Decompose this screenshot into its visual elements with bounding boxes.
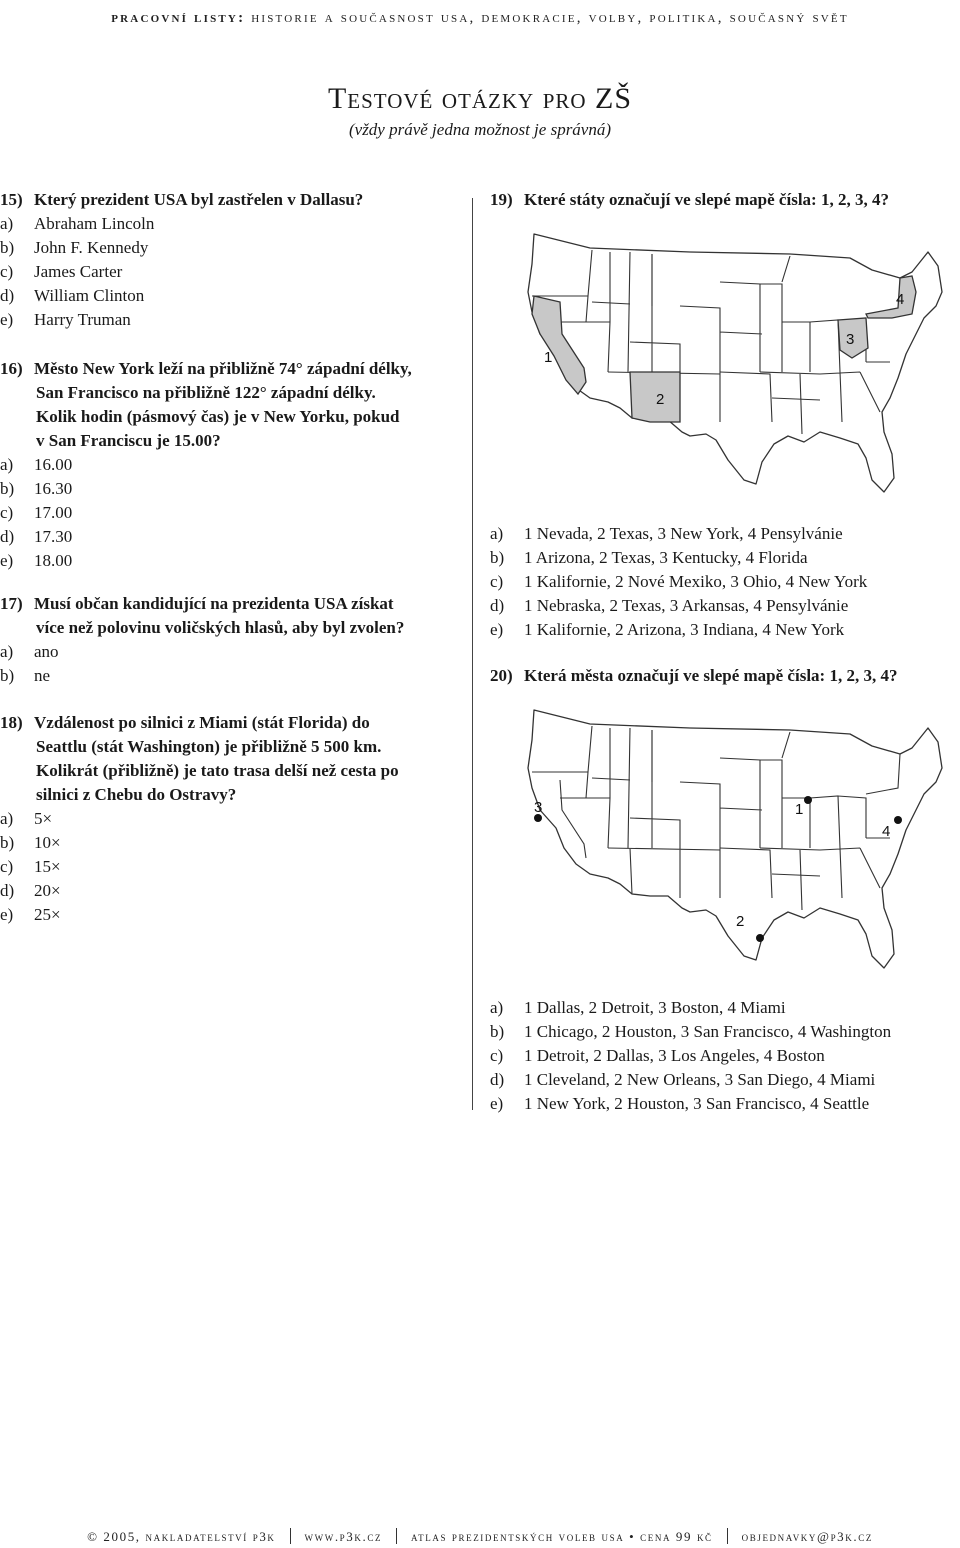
city-4-dot bbox=[894, 816, 902, 824]
question-line: Která města označují ve slepé mapě čísla: 1, 2, 3, 4? bbox=[524, 666, 898, 685]
option-text: 16.00 bbox=[34, 455, 73, 474]
answer-option[interactable] bbox=[0, 260, 466, 284]
answer-option[interactable] bbox=[0, 501, 466, 525]
question-19-options bbox=[490, 522, 950, 642]
option-label: b) bbox=[0, 833, 15, 852]
answer-option[interactable] bbox=[490, 522, 950, 546]
answer-option[interactable] bbox=[490, 570, 950, 594]
question-line: Který prezident USA byl zastřelen v Dallasu? bbox=[34, 190, 364, 209]
answer-option[interactable] bbox=[0, 477, 466, 501]
header-topics: historie a současnost usa, demokracie, volby, politika, současný svět bbox=[251, 10, 849, 26]
footer-copyright: © 2005, nakladatelství p3k bbox=[87, 1529, 276, 1544]
footer-atlas: atlas prezidentských voleb usa • cena 99 kč bbox=[411, 1529, 713, 1544]
answer-option[interactable] bbox=[0, 855, 466, 879]
option-label: d) bbox=[490, 1070, 505, 1089]
page-title: Testové otázky pro ZŠ bbox=[327, 82, 633, 115]
footer-separator bbox=[727, 1528, 728, 1544]
option-label: a) bbox=[0, 642, 14, 661]
option-text: 1 Dallas, 2 Detroit, 3 Boston, 4 Miami bbox=[524, 998, 786, 1017]
option-text: William Clinton bbox=[34, 286, 145, 305]
option-label: c) bbox=[490, 1046, 504, 1065]
question-number: 18) bbox=[0, 713, 23, 732]
series-label: pracovní listy: bbox=[111, 10, 246, 26]
answer-option[interactable] bbox=[490, 1020, 950, 1044]
answer-option[interactable] bbox=[490, 594, 950, 618]
answer-option[interactable] bbox=[490, 1044, 950, 1068]
footer-separator bbox=[396, 1528, 397, 1544]
question-20-options bbox=[490, 996, 950, 1116]
running-head bbox=[0, 10, 960, 27]
question-line: Které státy označují ve slepé mapě čísla: 1, 2, 3, 4? bbox=[524, 190, 889, 209]
answer-option[interactable] bbox=[490, 1092, 950, 1116]
option-text: 20× bbox=[34, 881, 61, 900]
question-line: Vzdálenost po silnici z Miami (stát Florida) do bbox=[34, 713, 370, 732]
question-20-text bbox=[490, 664, 950, 688]
option-label: d) bbox=[0, 286, 15, 305]
question-18-text bbox=[0, 711, 466, 735]
answer-option[interactable] bbox=[0, 525, 466, 549]
footer-web-link[interactable]: www.p3k.cz bbox=[304, 1529, 383, 1544]
city-2-dot bbox=[756, 934, 764, 942]
option-text: 1 Chicago, 2 Houston, 3 San Francisco, 4 Washington bbox=[524, 1022, 892, 1041]
answer-option[interactable] bbox=[0, 640, 466, 664]
option-text: 10× bbox=[34, 833, 61, 852]
question-17 bbox=[0, 592, 466, 688]
answer-option[interactable] bbox=[0, 831, 466, 855]
question-number: 16) bbox=[0, 359, 23, 378]
answer-option[interactable] bbox=[0, 453, 466, 477]
option-label: e) bbox=[490, 1094, 504, 1113]
map-label: 2 bbox=[656, 391, 665, 408]
answer-option[interactable] bbox=[0, 807, 466, 831]
map-label: 4 bbox=[882, 823, 891, 840]
question-number: 20) bbox=[490, 666, 513, 685]
option-label: a) bbox=[0, 214, 14, 233]
option-label: a) bbox=[490, 998, 504, 1017]
option-text: 1 Kalifornie, 2 Arizona, 3 Indiana, 4 New York bbox=[524, 620, 845, 639]
city-1-dot bbox=[804, 796, 812, 804]
option-label: b) bbox=[0, 479, 15, 498]
answer-option[interactable] bbox=[490, 546, 950, 570]
map-label: 4 bbox=[896, 291, 905, 308]
answer-option[interactable] bbox=[0, 308, 466, 332]
option-label: c) bbox=[0, 503, 14, 522]
option-label: e) bbox=[0, 905, 14, 924]
question-16-text bbox=[0, 357, 466, 381]
question-18 bbox=[0, 711, 466, 927]
question-line: Seattlu (stát Washington) je přibližně 5 500 km. bbox=[36, 737, 382, 756]
option-label: b) bbox=[490, 1022, 505, 1041]
option-label: a) bbox=[490, 524, 504, 543]
question-line: Město New York leží na přibližně 74° západní délky, bbox=[34, 359, 412, 378]
question-number: 17) bbox=[0, 594, 23, 613]
option-text: 1 Kalifornie, 2 Nové Mexiko, 3 Ohio, 4 New York bbox=[524, 572, 868, 591]
option-text: 1 Nevada, 2 Texas, 3 New York, 4 Pensylvánie bbox=[524, 524, 843, 543]
page-subtitle: (vždy právě jedna možnost je správná) bbox=[348, 120, 612, 139]
option-text: Harry Truman bbox=[34, 310, 131, 329]
option-label: b) bbox=[0, 238, 15, 257]
question-15 bbox=[0, 188, 466, 332]
question-17-text bbox=[0, 592, 466, 616]
question-15-text bbox=[0, 188, 466, 212]
map-label: 1 bbox=[544, 349, 553, 366]
option-label: d) bbox=[0, 881, 15, 900]
option-label: a) bbox=[0, 455, 14, 474]
option-label: e) bbox=[0, 310, 14, 329]
question-19 bbox=[490, 188, 950, 212]
footer-email-link[interactable]: objednavky@p3k.cz bbox=[741, 1529, 873, 1544]
answer-option[interactable] bbox=[0, 879, 466, 903]
question-line: více než polovinu voličských hlasů, aby byl zvolen? bbox=[36, 618, 405, 637]
option-label: d) bbox=[490, 596, 505, 615]
question-number: 15) bbox=[0, 190, 23, 209]
option-text: 1 Arizona, 2 Texas, 3 Kentucky, 4 Florida bbox=[524, 548, 808, 567]
question-line: Kolik hodin (pásmový čas) je v New Yorku, pokud bbox=[36, 407, 400, 426]
answer-option[interactable] bbox=[490, 1068, 950, 1092]
answer-option[interactable] bbox=[490, 618, 950, 642]
option-label: c) bbox=[0, 262, 14, 281]
question-line: San Francisco na přibližně 122° západní délky. bbox=[36, 383, 376, 402]
question-line: Kolikrát (přibližně) je tato trasa delší než cesta po bbox=[36, 761, 399, 780]
option-text: ne bbox=[34, 666, 51, 685]
question-19-text bbox=[490, 188, 950, 212]
option-label: d) bbox=[0, 527, 15, 546]
option-text: 18.00 bbox=[34, 551, 73, 570]
answer-option[interactable] bbox=[0, 212, 466, 236]
state-2-shaded bbox=[630, 372, 680, 422]
option-label: c) bbox=[490, 572, 504, 591]
option-label: c) bbox=[0, 857, 14, 876]
option-text: 1 Detroit, 2 Dallas, 3 Los Angeles, 4 Boston bbox=[524, 1046, 825, 1065]
column-divider bbox=[472, 198, 473, 1110]
answer-option[interactable] bbox=[0, 549, 466, 573]
footer bbox=[0, 1528, 960, 1545]
map-label: 2 bbox=[736, 913, 745, 930]
option-text: 17.00 bbox=[34, 503, 73, 522]
answer-option[interactable] bbox=[0, 236, 466, 260]
answer-option[interactable] bbox=[0, 664, 466, 688]
option-label: b) bbox=[0, 666, 15, 685]
answer-option[interactable] bbox=[0, 284, 466, 308]
option-text: 25× bbox=[34, 905, 61, 924]
option-text: ano bbox=[34, 642, 59, 661]
us-cities-map bbox=[520, 700, 960, 972]
option-label: e) bbox=[490, 620, 504, 639]
answer-option[interactable] bbox=[0, 903, 466, 927]
question-20 bbox=[490, 664, 950, 688]
map-label: 1 bbox=[795, 801, 804, 818]
map-label: 3 bbox=[534, 799, 543, 816]
option-text: 17.30 bbox=[34, 527, 73, 546]
question-line: Musí občan kandidující na prezidenta USA získat bbox=[34, 594, 394, 613]
option-text: 1 New York, 2 Houston, 3 San Francisco, 4 Seattle bbox=[524, 1094, 870, 1113]
question-line: silnici z Chebu do Ostravy? bbox=[36, 785, 237, 804]
answer-option[interactable] bbox=[490, 996, 950, 1020]
question-16 bbox=[0, 357, 466, 573]
option-label: e) bbox=[0, 551, 14, 570]
option-text: 5× bbox=[34, 809, 53, 828]
option-text: 1 Nebraska, 2 Texas, 3 Arkansas, 4 Pensylvánie bbox=[524, 596, 849, 615]
footer-separator bbox=[290, 1528, 291, 1544]
option-label: b) bbox=[490, 548, 505, 567]
question-number: 19) bbox=[490, 190, 513, 209]
option-text: John F. Kennedy bbox=[34, 238, 149, 257]
question-line: v San Franciscu je 15.00? bbox=[36, 431, 221, 450]
option-text: James Carter bbox=[34, 262, 123, 281]
option-text: 1 Cleveland, 2 New Orleans, 3 San Diego, 4 Miami bbox=[524, 1070, 876, 1089]
option-label: a) bbox=[0, 809, 14, 828]
us-states-map bbox=[520, 222, 960, 500]
map-label: 3 bbox=[846, 331, 855, 348]
option-text: 16.30 bbox=[34, 479, 73, 498]
option-text: Abraham Lincoln bbox=[34, 214, 155, 233]
option-text: 15× bbox=[34, 857, 61, 876]
